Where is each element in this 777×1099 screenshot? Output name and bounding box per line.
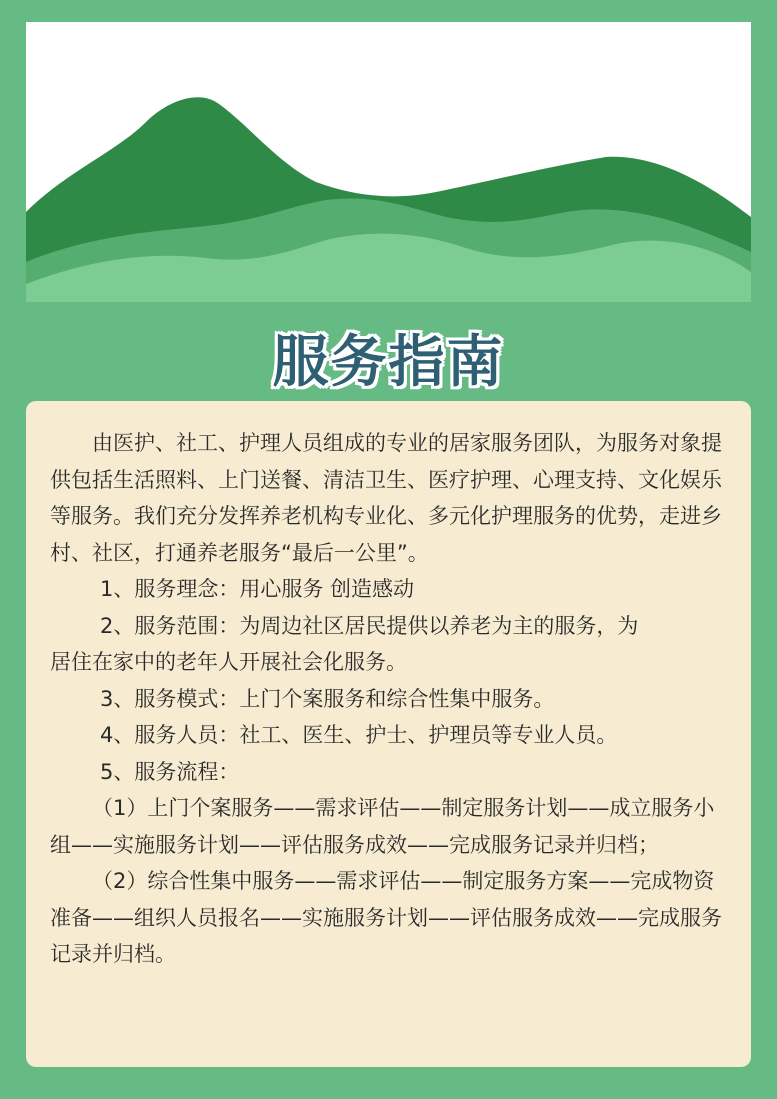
flow-group-service (50, 863, 725, 973)
intro-paragraph: 由医护、社工、护理人员组成的专业的居家服务团队，为服务对象提供包括生活照料、上门送餐、清洁卫生、医疗护理、心理支持、文化娱乐等服务。我们充分发挥养老机构专业化、多元化护理服务的优势，走进乡村、社区，打通养老服务“最后一公里”。 (50, 431, 722, 565)
flow-individual-text: （1）上门个案服务——需求评估——制定服务计划——成立服务小组——实施服务计划——评估服务成效——完成服务记录并归档； (50, 796, 715, 857)
content-panel (26, 401, 751, 1067)
item-service-staff: 4、服务人员：社工、医生、护士、护理员等专业人员。 (100, 723, 618, 747)
item-service-scope-continuation: 居住在家中的老年人开展社会化服务。 (50, 650, 407, 674)
item-service-process: 5、服务流程： (100, 759, 240, 784)
item-service-mode: 3、服务模式：上门个案服务和综合性集中服务。 (100, 686, 555, 711)
mountain-banner (26, 22, 751, 302)
flow-individual-service (50, 790, 725, 863)
item-service-scope: 2、服务范围：为周边社区居民提供以养老为主的服务，为 (100, 613, 639, 638)
mountain-illustration (26, 22, 751, 302)
item-service-concept: 1、服务理念：用心服务 创造感动 (100, 577, 415, 601)
flow-group-text: （2）综合性集中服务——需求评估——制定服务方案——完成物资准备——组织人员报名——实施服务计划——评估服务成效——完成服务记录并归档。 (50, 869, 722, 966)
page-title: 服务指南 (272, 330, 505, 395)
